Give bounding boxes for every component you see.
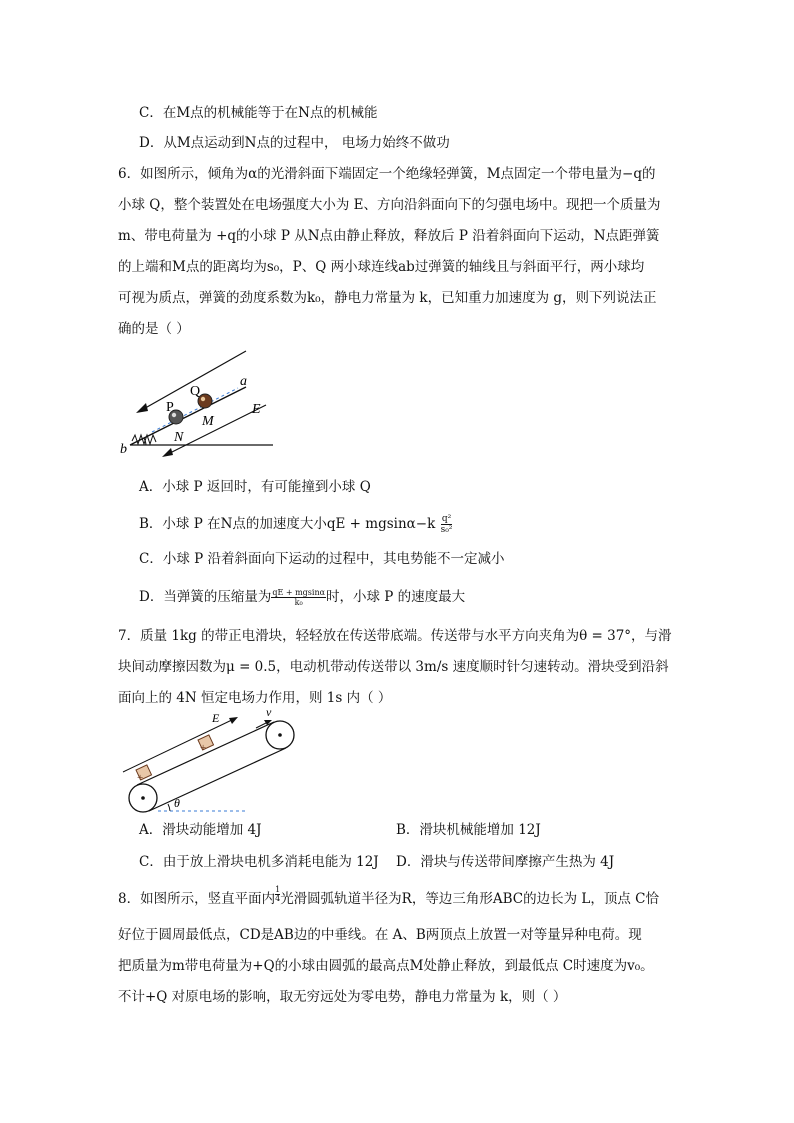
q8-line-1-b: 光滑圆弧轨道半径为R，等边三角形ABC的边长为 L，顶点 C恰: [280, 891, 659, 907]
q7-option-c: C．由于放上滑块电机多消耗电能为 12J: [139, 854, 379, 870]
q6-line-6: 确的是（ ）: [118, 321, 190, 337]
q6-option-d-suffix: 时，小球 P 的速度最大: [326, 589, 466, 605]
q6-option-d-fraction: [271, 588, 326, 607]
q8-line-3: 把质量为m带电荷量为+Q的小球由圆弧的最高点M处静止释放，到最低点 C时速度为v₀。: [118, 958, 654, 974]
q6-option-d: [139, 588, 465, 607]
label-a: a: [240, 374, 247, 389]
q7-option-d: D．滑块与传送带间摩擦产生热为 4J: [396, 854, 615, 870]
label-M: M: [202, 414, 214, 429]
q7-option-b: B．滑块机械能增加 12J: [396, 822, 541, 838]
q6-option-b-num: q²: [441, 514, 452, 524]
q6-option-a: A．小球 P 返回时，有可能撞到小球 Q: [139, 479, 371, 495]
q8-frac-den: 4: [275, 894, 281, 903]
q8-line-1-a: 8．如图所示，竖直平面内: [118, 891, 276, 907]
plus-2: +: [200, 742, 207, 754]
label-E: E: [252, 402, 261, 417]
label-N: N: [174, 430, 184, 445]
q6-option-b-text: B．小球 P 在N点的加速度大小qE + mgsinα−k: [139, 516, 436, 532]
q7-line-2: 块间动摩擦因数为μ = 0.5，电动机带动传送带以 3m/s 速度顺时针匀速转动。滑块受到沿斜: [118, 659, 669, 675]
q6-option-d-text: D．当弹簧的压缩量为: [139, 589, 272, 605]
plus-1: +: [137, 772, 144, 784]
q6-option-d-num: qE + mgsinα: [272, 588, 326, 597]
option-c-prev: C．在M点的机械能等于在N点的机械能: [139, 105, 378, 121]
q6-option-c: C．小球 P 沿着斜面向下运动的过程中，其电势能不一定减小: [139, 551, 505, 567]
q8-line-2: 好位于圆周最低点，CD是AB边的中垂线。在 A、B两顶点上放置一对等量异种电荷。现: [118, 927, 642, 943]
q6-option-d-den: k₀: [294, 598, 303, 607]
q7-line-3: 面向上的 4N 恒定电场力作用，则 1s 内（ ）: [118, 690, 392, 706]
q7-option-a: A．滑块动能增加 4J: [139, 822, 262, 838]
q6-figure: [118, 345, 278, 455]
q6-option-b-fraction: [441, 514, 453, 535]
label-E-q7: E: [212, 711, 220, 725]
q7-figure: [118, 705, 308, 818]
label-b: b: [120, 442, 127, 457]
q8-frac-num: 1: [275, 885, 281, 894]
label-P: P: [166, 400, 174, 415]
option-d-prev: D．从M点运动到N点的过程中， 电场力始终不做功: [139, 135, 450, 151]
q6-option-b-den: s₀²: [440, 525, 453, 535]
q6-line-3: m、带电荷量为 +q的小球 P 从N点由静止释放，释放后 P 沿着斜面向下运动，N点距弹簧: [118, 228, 660, 244]
q8-line-4: 不计+Q 对原电场的影响，取无穷远处为零电势，静电力常量为 k，则（ ）: [118, 989, 567, 1005]
q6-option-b: [139, 514, 452, 535]
label-theta: θ: [174, 796, 180, 810]
q6-line-1: 6．如图所示，倾角为α的光滑斜面下端固定一个绝缘轻弹簧，M点固定一个带电量为−q的: [118, 166, 656, 182]
q8-line-1: [118, 885, 659, 908]
q6-line-5: 可视为质点，弹簧的劲度系数为k₀，静电力常量为 k，已知重力加速度为 g，则下列说法正: [118, 290, 657, 306]
label-Q: Q: [190, 384, 201, 399]
q6-line-2: 小球 Q，整个装置处在电场强度大小为 E、方向沿斜面向下的匀强电场中。现把一个质量为: [118, 197, 661, 213]
q6-line-4: 的上端和M点的距离均为s₀，P、Q 两小球连线ab过弹簧的轴线且与斜面平行，两小球均: [118, 259, 645, 275]
label-v: v: [266, 705, 272, 719]
q7-line-1: 7．质量 1kg 的带正电滑块，轻轻放在传送带底端。传送带与水平方向夹角为θ = 37°，与滑: [118, 628, 672, 644]
